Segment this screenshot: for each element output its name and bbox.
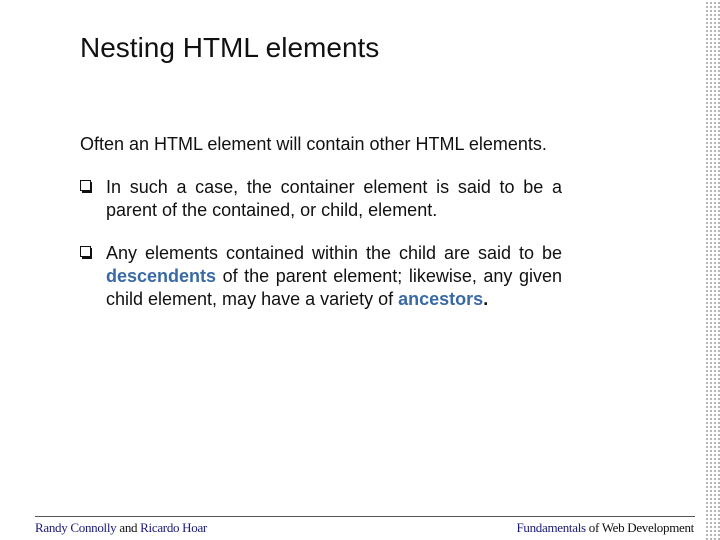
- dotted-border-decoration: [704, 0, 720, 540]
- slide-body: [80, 133, 562, 311]
- footer-divider: [35, 516, 695, 517]
- footer-book-part2: Web Development: [601, 520, 694, 535]
- bullet-item: [80, 176, 562, 222]
- checkbox-bullet-icon: [80, 180, 94, 194]
- footer-book-part1: Fundamentals: [516, 520, 586, 535]
- bullet-text-middle: of the parent element; likewise, any given child element, may have a variety of: [106, 266, 562, 309]
- checkbox-bullet-icon: [80, 246, 94, 260]
- footer-author-1: Randy Connolly: [35, 520, 117, 535]
- footer-authors: [35, 520, 207, 536]
- highlight-term-descendents: descendents: [106, 266, 217, 286]
- bullet-text-before: Any elements contained within the child are said to be: [106, 243, 562, 263]
- footer-author-2: Ricardo Hoar: [140, 520, 207, 535]
- intro-paragraph: Often an HTML element will contain other HTML elements.: [80, 134, 547, 154]
- footer-and: and: [119, 520, 138, 535]
- footer-book-of: of: [588, 520, 599, 535]
- slide-title: Nesting HTML elements: [80, 32, 380, 63]
- highlight-term-ancestors: ancestors: [398, 289, 484, 309]
- bullet-text: In such a case, the container element is said to be a parent of the contained, or child, element.: [106, 177, 562, 220]
- footer-book-title: [516, 520, 694, 536]
- bullet-text-after: .: [483, 289, 489, 309]
- bullet-item: [80, 242, 562, 311]
